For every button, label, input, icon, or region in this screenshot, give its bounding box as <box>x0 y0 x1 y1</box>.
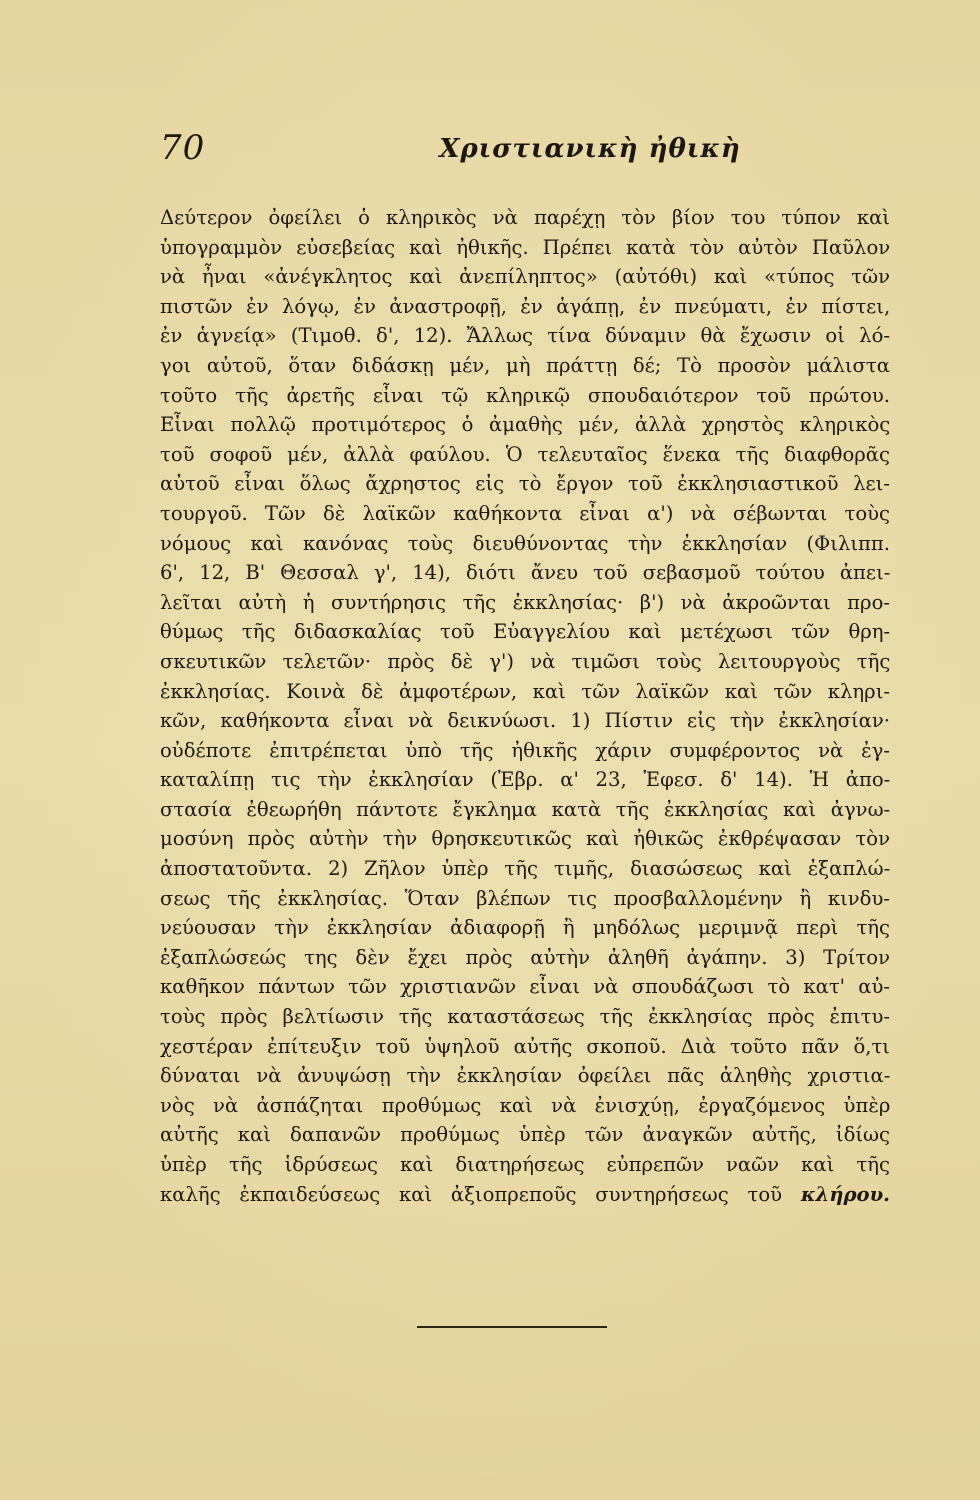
text-line: σεως τῆς ἐκκλησίας. Ὅταν βλέπων τις προσβαλλομένην ἢ κινδυ- <box>160 886 890 910</box>
text-line: τοὺς πρὸς βελτίωσιν τῆς καταστάσεως τῆς ἐκκλησίας πρὸς ἐπιτυ- <box>160 1005 890 1029</box>
text-line: τοῦ σοφοῦ μέν, ἀλλὰ φαύλου. Ὁ τελευταῖος ἕνεκα τῆς διαφθορᾶς <box>160 442 890 466</box>
text-line-final <box>160 1180 890 1210</box>
text-line: ἐξαπλώσεώς της δὲν ἔχει πρὸς αὐτὴν ἀληθῆ ἀγάπην. 3) Τρίτον <box>160 945 890 969</box>
text-line: χεστέραν ἐπίτευξιν τοῦ ὑψηλοῦ αὐτῆς σκοποῦ. Διὰ τοῦτο πᾶν ὅ,τι <box>160 1034 890 1058</box>
text-line: σκευτικῶν τελετῶν· πρὸς δὲ γ') νὰ τιμῶσι τοὺς λειτουργοὺς τῆς <box>160 649 891 673</box>
emphasized-word: κλήρου. <box>800 1182 890 1206</box>
text-line: αὐτοῦ εἶναι ὅλως ἄχρηστος εἰς τὸ ἔργον τοῦ ἐκκλησιαστικοῦ λει- <box>160 472 890 496</box>
text-line: νόμους καὶ κανόνας τοὺς διευθύνοντας τὴν ἐκκλησίαν (Φιλιππ. <box>160 531 890 555</box>
page-header <box>160 128 860 178</box>
text-line: οὐδέποτε ἐπιτρέπεται ὑπὸ τῆς ἠθικῆς χάριν συμφέροντος νὰ ἐγ- <box>160 738 890 762</box>
text-line: θύμως τῆς διδασκαλίας τοῦ Εὐαγγελίου καὶ μετέχωσι τῶν θρη- <box>160 620 891 644</box>
final-line-text: καλῆς ἐκπαιδεύσεως καὶ ἀξιοπρεποῦς συντηρήσεως τοῦ <box>160 1182 783 1206</box>
text-line: Δεύτερον ὀφείλει ὁ κληρικὸς νὰ παρέχῃ τὸν βίον του τύπον καὶ <box>160 206 890 229</box>
text-line: νεύουσαν τὴν ἐκκλησίαν ἀδιαφορῇ ἢ μηδόλως μεριμνᾷ περὶ τῆς <box>160 916 890 940</box>
text-line: λεῖται αὐτὴ ἡ συντήρησις τῆς ἐκκλησίας· β') νὰ ἀκροῶνται προ- <box>160 590 890 614</box>
text-line: 6', 12, Β' Θεσσαλ γ', 14), διότι ἄνευ τοῦ σεβασμοῦ τούτου ἀπει- <box>160 561 891 585</box>
text-line: τοῦτο τῆς ἀρετῆς εἶναι τῷ κληρικῷ σπουδαιότερον τοῦ πρώτου. <box>160 383 890 407</box>
text-line: καθῆκον πάντων τῶν χριστιανῶν εἶναι νὰ σπουδάζωσι τὸ κατ' αὐ- <box>160 975 891 999</box>
text-line: νὰ ἦναι «ἀνέγκλητος καὶ ἀνεπίληπτος» (αὐτόθι) καὶ «τύπος τῶν <box>160 265 891 289</box>
text-line: γοι αὐτοῦ, ὅταν διδάσκῃ μέν, μὴ πράττῃ δέ; Τὸ προσὸν μάλιστα <box>160 353 890 377</box>
text-line: ἐκκλησίας. Κοινὰ δὲ ἀμφοτέρων, καὶ τῶν λαϊκῶν καὶ τῶν κληρι- <box>160 679 890 703</box>
text-line: δύναται νὰ ἀνυψώσῃ τὴν ἐκκλησίαν ὀφείλει πᾶς ἀληθὴς χριστια- <box>160 1064 891 1088</box>
text-line: ὑπὲρ τῆς ἱδρύσεως καὶ διατηρήσεως εὐπρεπῶν ναῶν καὶ τῆς <box>160 1153 890 1176</box>
text-line: ἀποστατοῦντα. 2) Ζῆλον ὑπὲρ τῆς τιμῆς, διασώσεως καὶ ἐξαπλώ- <box>160 857 891 881</box>
text-line: ὑπογραμμὸν εὐσεβείας καὶ ἠθικῆς. Πρέπει κατὰ τὸν αὐτὸν Παῦλον <box>160 235 891 259</box>
text-line: τουργοῦ. Τῶν δὲ λαϊκῶν καθήκοντα εἶναι α') νὰ σέβωνται τοὺς <box>160 501 890 525</box>
running-title: Χριστιανικὴ ἠθικὴ <box>439 134 741 164</box>
text-line: πιστῶν ἐν λόγῳ, ἐν ἀναστροφῇ, ἐν ἀγάπῃ, ἐν πνεύματι, ἐν πίστει, <box>160 294 891 318</box>
text-line: καταλίπῃ τις τὴν ἐκκλησίαν (Ἑβρ. α' 23, Ἐφεσ. δ' 14). Ἡ ἀπο- <box>160 768 891 792</box>
footer-rule <box>417 1326 607 1328</box>
text-line: αὐτῆς καὶ δαπανῶν προθύμως ὑπὲρ τῶν ἀναγκῶν αὐτῆς, ἰδίως <box>160 1123 891 1147</box>
page-number: 70 <box>160 128 206 168</box>
text-line: Εἶναι πολλῷ προτιμότερος ὁ ἀμαθὴς μέν, ἀλλὰ χρηστὸς κληρικὸς <box>160 413 891 437</box>
body-text <box>160 203 890 1209</box>
text-line: ἐν ἁγνείᾳ» (Τιμοθ. δ', 12). Ἄλλως τίνα δύναμιν θὰ ἔχωσιν οἱ λό- <box>160 324 890 348</box>
text-line: στασία ἐθεωρήθη πάντοτε ἔγκλημα κατὰ τῆς ἐκκλησίας καὶ ἀγνω- <box>160 797 891 821</box>
text-line: νὸς νὰ ἀσπάζηται προθύμως καὶ νὰ ἐνισχύῃ, ἐργαζόμενος ὑπὲρ <box>160 1093 891 1117</box>
text-line: κῶν, καθήκοντα εἶναι νὰ δεικνύωσι. 1) Πίστιν εἰς τὴν ἐκκλησίαν· <box>160 709 890 733</box>
text-line: μοσύνη πρὸς αὐτὴν τὴν θρησκευτικῶς καὶ ἠθικῶς ἐκθρέψασαν τὸν <box>160 827 890 851</box>
